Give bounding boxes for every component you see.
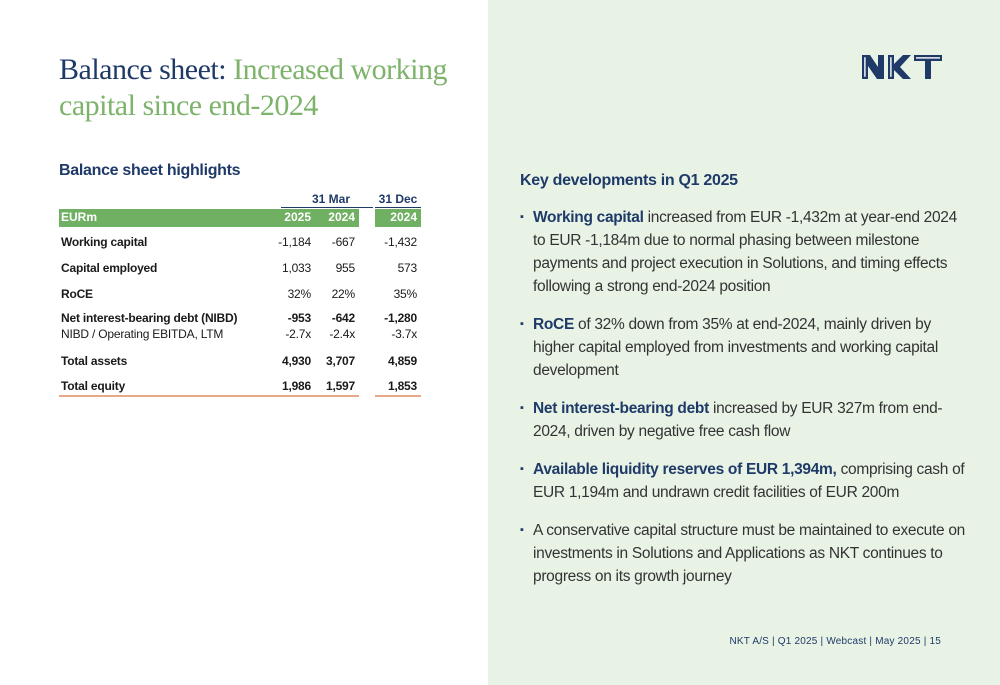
row-value: 573	[397, 261, 417, 275]
title-accent: Increased working capital since end-2024	[59, 53, 448, 122]
group-header-31-mar: 31 Mar	[311, 192, 351, 206]
row-value: -3.7x	[391, 327, 417, 341]
bullet-bold: Net interest-bearing debt	[533, 400, 709, 417]
group-header-31-dec: 31 Dec	[378, 192, 418, 206]
row-label: Capital employed	[61, 261, 158, 275]
developments-heading: Key developments in Q1 2025	[520, 172, 738, 189]
list-item	[520, 397, 970, 443]
bullet-bold: RoCE	[533, 316, 574, 333]
row-value: 1,597	[325, 379, 355, 393]
list-item	[520, 519, 970, 588]
bullet-text: comprising cash of EUR 1,194m and undrawn credit facilities of EUR 200m	[533, 461, 965, 501]
table-bottom-rule	[59, 395, 359, 397]
header-bar-left	[59, 209, 359, 227]
row-value: 1,033	[281, 261, 311, 275]
row-value: -1,432	[384, 235, 417, 249]
row-value: 1,986	[281, 379, 311, 393]
row-value: 4,859	[387, 354, 417, 368]
row-value: 35%	[393, 287, 417, 301]
row-value: -953	[287, 311, 311, 325]
row-label: Total assets	[61, 354, 128, 368]
col-header-2025: 2025	[284, 210, 311, 224]
row-value: 955	[335, 261, 355, 275]
developments-list	[520, 206, 970, 603]
bullet-bold: Available liquidity reserves of EUR 1,394m,	[533, 461, 837, 478]
group-underline-dec	[375, 207, 421, 208]
row-value: 22%	[331, 287, 355, 301]
bullet-text: increased by EUR 327m from end-2024, driven by negative free cash flow	[533, 400, 943, 440]
row-value: 1,853	[387, 379, 417, 393]
unit-header: EURm	[61, 210, 98, 224]
row-value: -1,184	[278, 235, 311, 249]
list-item	[520, 313, 970, 382]
row-value: -2.7x	[285, 327, 311, 341]
table-bottom-rule	[375, 395, 421, 397]
row-label: Total equity	[61, 379, 126, 393]
footer: NKT A/S | Q1 2025 | Webcast | May 2025 | 15	[729, 636, 941, 647]
col-header-2024-dec: 2024	[390, 210, 417, 224]
title-main: Balance sheet:	[59, 53, 234, 86]
row-value: -2.4x	[329, 327, 355, 341]
row-label: NIBD / Operating EBITDA, LTM	[61, 327, 224, 341]
nkt-logo	[862, 55, 942, 79]
list-item	[520, 206, 970, 298]
row-value: -642	[331, 311, 355, 325]
row-value: 4,930	[281, 354, 311, 368]
row-value: -667	[331, 235, 355, 249]
list-item	[520, 458, 970, 504]
row-label: RoCE	[61, 287, 93, 301]
page-title	[59, 52, 479, 124]
table-heading: Balance sheet highlights	[59, 162, 241, 179]
bullet-text: of 32% down from 35% at end-2024, mainly driven by higher capital employed from investments and working capital development	[533, 316, 939, 379]
group-underline-mar	[281, 207, 373, 208]
col-header-2024-mar: 2024	[328, 210, 355, 224]
row-label: Working capital	[61, 235, 148, 249]
bullet-text: increased from EUR -1,432m at year-end 2024 to EUR -1,184m due to normal phasing between milestone payments and project execution in Solutions, and timing effects following a strong end-2024 position	[533, 209, 957, 295]
row-value: 3,707	[325, 354, 355, 368]
row-label: Net interest-bearing debt (NIBD)	[61, 311, 238, 325]
bullet-bold: Working capital	[533, 209, 644, 226]
bullet-text: A conservative capital structure must be maintained to execute on investments in Solutions and Applications as NKT continues to progress on its growth journey	[533, 522, 965, 585]
row-value: 32%	[287, 287, 311, 301]
row-value: -1,280	[384, 311, 417, 325]
